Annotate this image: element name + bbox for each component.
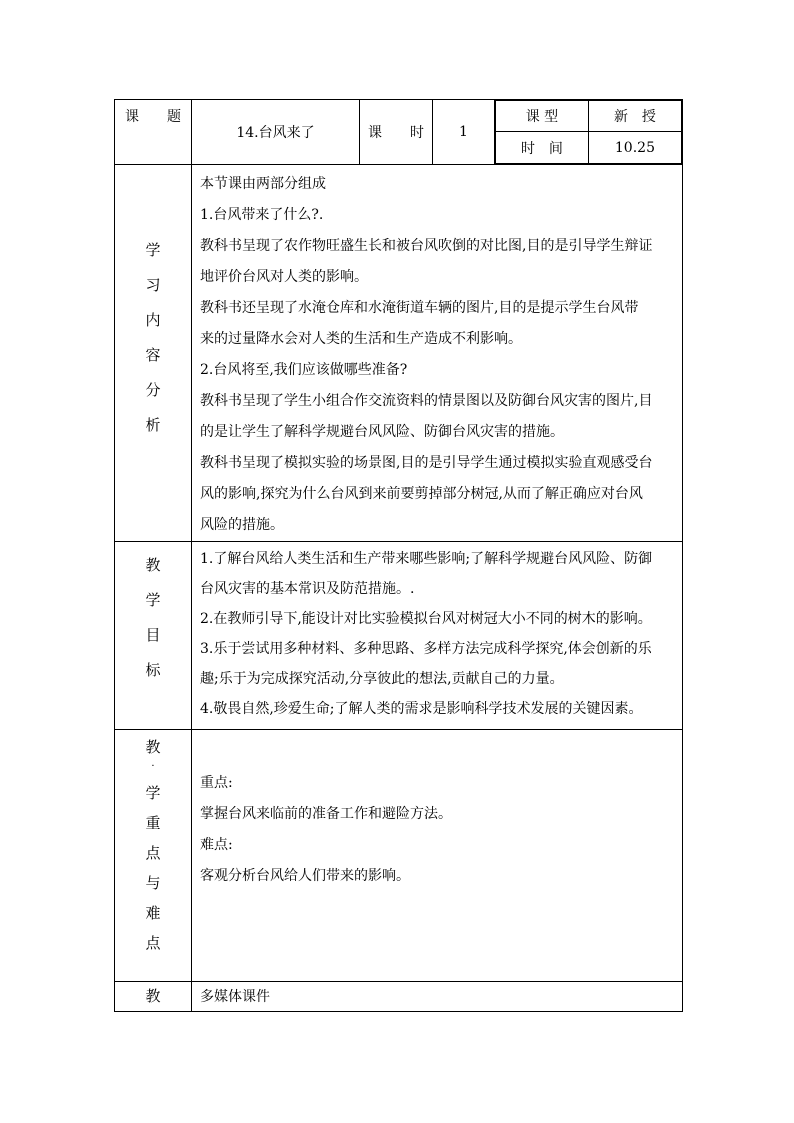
type-value-cell <box>588 101 681 132</box>
topic-label: 课 题 <box>125 109 181 125</box>
goals-line: 台风灾害的基本常识及防范措施。. <box>200 581 415 597</box>
analysis-line: 教科书呈现了模拟实验的场景图,目的是引导学生通过模拟实验直观感受台 <box>200 455 653 471</box>
keypoints-side-char: 教 <box>145 738 161 756</box>
keypoints-side-char: 点 <box>145 934 161 952</box>
keypoint-heading-key: 重点: <box>200 775 233 791</box>
analysis-line: 的是让学生了解科学规避台风风险、防御台风灾害的措施。 <box>200 424 564 440</box>
type-value: 新 授 <box>613 109 656 125</box>
time-value-cell <box>588 132 681 164</box>
analysis-line: 2.台风将至,我们应该做哪些准备? <box>200 362 408 378</box>
analysis-line: 1.台风带来了什么?. <box>200 207 324 223</box>
media-content <box>192 982 683 1012</box>
hours-label: 课 时 <box>368 125 424 141</box>
goals-line: 1.了解台风给人类生活和生产带来哪些影响;了解科学规避台风风险、防御 <box>200 551 653 567</box>
topic-cell <box>192 100 360 165</box>
type-time-cell <box>495 100 683 165</box>
analysis-side-char: 内 <box>145 311 161 329</box>
analysis-line: 教科书呈现了农作物旺盛生长和被台风吹倒的对比图,目的是引导学生辩证 <box>200 238 653 254</box>
topic-label-cell <box>115 100 192 165</box>
keypoints-side-char: 难 <box>145 904 161 922</box>
analysis-side-char: 分 <box>145 381 161 399</box>
analysis-line: 风险的措施。 <box>200 517 284 533</box>
goals-side-char: 标 <box>145 661 161 679</box>
keypoints-side-label <box>115 730 192 982</box>
media-text: 多媒体课件 <box>200 988 270 1005</box>
time-label-cell <box>496 132 589 164</box>
goals-side-char: 目 <box>145 626 161 644</box>
keypoints-side-char: 点 <box>145 844 161 862</box>
goals-side-label <box>115 542 192 730</box>
goals-side-char: 教 <box>145 556 161 574</box>
analysis-row <box>115 165 683 542</box>
analysis-content <box>192 165 683 542</box>
hours-value: 1 <box>459 124 468 140</box>
topic-value: 14.台风来了 <box>236 125 315 141</box>
analysis-line: 地评价台风对人类的影响。 <box>200 269 368 285</box>
analysis-side-char: 习 <box>145 276 161 294</box>
type-time-table <box>495 100 682 164</box>
keypoints-row <box>115 730 683 982</box>
type-label: 课 型 <box>525 109 559 125</box>
type-label-cell <box>496 101 589 132</box>
keypoint-line: 掌握台风来临前的准备工作和避险方法。 <box>200 806 452 822</box>
keypoint-line: 客观分析台风给人们带来的影响。 <box>200 868 410 884</box>
time-value: 10.25 <box>614 139 655 156</box>
hours-cell <box>433 100 495 165</box>
goals-content <box>192 542 683 730</box>
hours-label-cell <box>360 100 433 165</box>
goals-line: 趣;乐于为完成探究活动,分享彼此的想法,贡献自己的力量。 <box>200 671 564 687</box>
keypoint-heading-difficult: 难点: <box>200 837 233 853</box>
analysis-line: 风的影响,探究为什么台风到来前要剪掉部分树冠,从而了解正确应对台风 <box>200 486 643 502</box>
keypoints-side-char: 与 <box>145 874 161 892</box>
analysis-line: 本节课由两部分组成 <box>200 176 326 192</box>
analysis-side-char: 析 <box>145 416 161 434</box>
media-side-char: 教 <box>145 987 161 1005</box>
analysis-line: 教科书还呈现了水淹仓库和水淹街道车辆的图片,目的是提示学生台风带 <box>200 300 639 316</box>
keypoints-side-char: 学 <box>145 784 161 802</box>
time-label: 时 间 <box>520 140 563 157</box>
analysis-line: 教科书呈现了学生小组合作交流资料的情景图以及防御台风灾害的图片,目 <box>200 393 653 409</box>
keypoints-side-char: · <box>151 761 155 772</box>
goals-side-char: 学 <box>145 591 161 609</box>
keypoints-side-char: 重 <box>145 814 161 832</box>
analysis-side-label <box>115 165 192 542</box>
goals-line: 2.在教师引导下,能设计对比实验模拟台风对树冠大小不同的树木的影响。 <box>200 611 652 627</box>
media-row <box>115 982 683 1012</box>
goals-line: 4.敬畏自然,珍爱生命;了解人类的需求是影响科学技术发展的关键因素。 <box>200 701 643 717</box>
goals-row <box>115 542 683 730</box>
analysis-side-char: 学 <box>145 241 161 259</box>
goals-line: 3.乐于尝试用多种材料、多种思路、多样方法完成科学探究,体会创新的乐 <box>200 641 652 657</box>
keypoints-content <box>192 730 683 982</box>
analysis-side-char: 容 <box>145 346 161 364</box>
analysis-line: 来的过量降水会对人类的生活和生产造成不利影响。 <box>200 331 522 347</box>
header-row <box>115 100 683 165</box>
media-side-label <box>115 982 192 1012</box>
lesson-plan-table <box>114 99 683 1012</box>
